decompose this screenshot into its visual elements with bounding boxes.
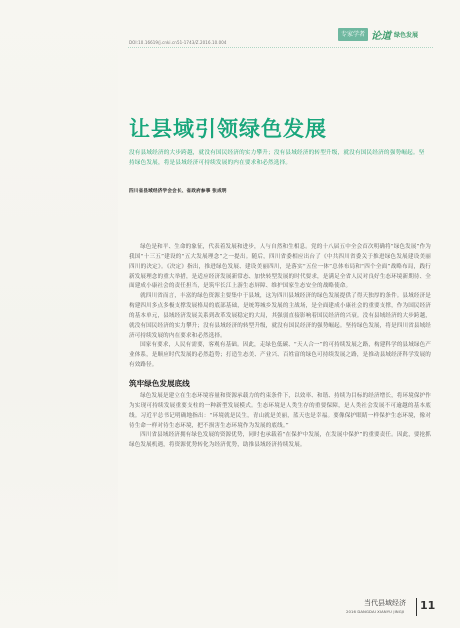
body-paragraph: 国家有要求，人民有需要，客观有基础。因此，走绿色低碳、“天人合一”的可持续发展之路，构建科学的县域绿色产业体系，是顺应时代发展的必然趋势；打造生态美、产业兴、百姓富的绿色可持续发展之路，是推动县域经济科学发展的有效路径。 bbox=[129, 342, 431, 369]
article-title: 让县域引领绿色发展 bbox=[129, 116, 327, 141]
doi-line: DOI:10.16619/j.cnki.cn51-1743/Z.2016.10.004 bbox=[129, 40, 227, 45]
article-abstract: 没有县域经济的大步跨越，就没有国民经济的实力攀升；没有县域经济的转型升级，就没有国民经济的强势崛起。坚持绿色发展，将是县域经济可持续发展的内在要求和必然选择。 bbox=[129, 150, 425, 166]
column-badge bbox=[338, 27, 418, 41]
column-topic: 绿色发展 bbox=[394, 31, 419, 39]
article-author: 四川省县域经济学会会长、省政府参事 张成明 bbox=[129, 189, 227, 194]
body-paragraph: 就四川省而言，丰富的绿色资源主要集中于县域，这为四川县域经济的绿色发展提供了得天独厚的条件。县域经济是构建四川多点多极支撑发展格局的底部基础，是统筹城乡发展的主战场，是全面建成小康社会的重要支撑，作为国民经济的基本单元，县域经济发展关系到改革发展稳定的大局，其强弱直接影响着国民经济的兴衰。没有县域经济的大步跨越，就没有国民经济的实力攀升；没有县域经济的转型升级，就没有国民经济的强势崛起。坚持绿色发展，将是四川省县域经济可持续发展的内在要求和必然选择。 bbox=[129, 293, 431, 339]
journal-subtitle: 2016 DANGDAI XIANYU JINGJI bbox=[346, 609, 405, 614]
footer-divider bbox=[416, 598, 417, 616]
page-number: 11 bbox=[420, 599, 436, 612]
section-heading: 筑牢绿色发展底线 bbox=[129, 378, 190, 388]
journal-name: 当代县域经济 bbox=[364, 599, 406, 607]
body-paragraph: 绿色是和平、生命的象征，代表着发展和进步，人与自然和生相息。党的十八届五中全会首次明确将“绿色发展”作为我国“十三五”建设的“五大发展理念”之一提出。随后，四川省委相应出台了《中共四川省委关于推进绿色发展建设美丽四川的决定》。《决定》指出，推进绿色发展、建设美丽四川，是落实“五位一体”总体布局和“四个全面”战略布局，践行新发展理念的重大举措，是适应经济发展新常态、加快转型发展的时代要求，是满足全省人民对良好生态环境新期待、全面建成小康社会的责任担当，是筑牢长江上游生态屏障、维护国家生态安全的战略使命。 bbox=[129, 244, 431, 290]
section-paragraph: 四川省县域经济拥有绿色发展的资源优势，同时也承载着“在保护中发展，在发展中保护”的重要责任。因此，要抢抓绿色发展机遇，将资源优势转化为经济优势，助推县域经济持续发展。 bbox=[129, 432, 431, 449]
article-body bbox=[129, 243, 431, 451]
section-paragraph: 绿色发展是建立在生态环境容量和资源承载力的约束条件下，以效率、和谐、持续为目标的经济增长，将环境保护作为实现可持续发展重要支柱的一种新型发展模式。生态环境是人类生存的重要保障，是人类社会发展不可逾越的基本底线。习近平总书记明确地指出：“环境就是民生，青山就是美丽，蓝天也是幸福。要像保护眼睛一样保护生态环境，像对待生命一样对待生态环境，把不损害生态环境作为发展的底线。” bbox=[129, 392, 431, 429]
column-brand: 论道 bbox=[371, 30, 392, 42]
column-label: 专家学者 bbox=[338, 28, 368, 41]
header-rule bbox=[128, 47, 433, 48]
left-margin-decoration bbox=[0, 0, 118, 628]
page-footer bbox=[340, 598, 436, 620]
